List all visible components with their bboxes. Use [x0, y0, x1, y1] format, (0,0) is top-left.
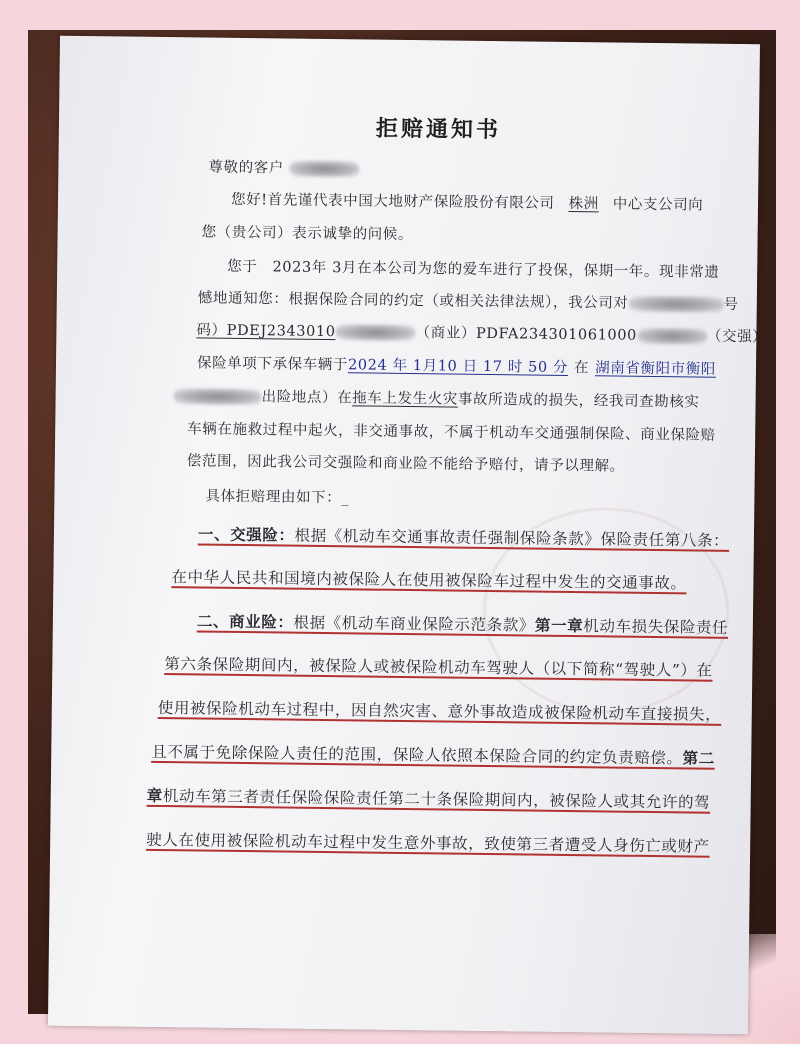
accident-datetime: 2024 年 1月10 日 17 时 50 分: [347, 357, 569, 376]
redacted-location-detail: [174, 388, 262, 405]
reason-2-line-4-text: 且不属于免除保险人责任的范围，保险人依照本保险合同的约定负责赔偿。: [151, 742, 683, 768]
p2-text-e2: 事故所造成的损失，经我司查勘核实: [457, 391, 700, 411]
paragraph-2-line-5: [174, 384, 700, 411]
p2-text-c3: （交强），: [706, 328, 776, 346]
p2-text-d1: 保险单项下承保车辆于: [196, 355, 349, 374]
redacted-customer-name: [289, 161, 359, 178]
paragraph-2-line-2: [198, 286, 739, 314]
p1-text-a: 您好!首先谨代表中国大地财产保险股份有限公司: [230, 191, 555, 212]
p2-text-e1: 出险地点）在: [261, 389, 353, 407]
reason-2-chapter-2-part: 第二: [682, 748, 715, 768]
paragraph-2-line-6: 车辆在施救过程中起火，非交通事故，不属于机动车交通强制保险、商业保险赔: [187, 421, 716, 444]
p1-text-b: 中心支公司向: [612, 196, 704, 214]
paragraph-1-line-2: 您（贵公司）表示诚挚的问候。: [201, 224, 414, 244]
reason-2-text: 根据《机动车商业保险示范条款》: [293, 613, 536, 635]
reason-2-line-4: [151, 740, 715, 769]
paragraph-2-line-1: 您于 2023年 3月在本公司为您的爱车进行了投保，保期一年。现非常遗: [227, 258, 720, 281]
compulsory-policy-number-partial: （商业）PDFA234301061000: [415, 325, 638, 344]
reason-2-line-3: 使用被保险机动车过程中，因自然灾害、意外事故造成被保险机动车直接损失，: [157, 698, 722, 724]
redacted-policy-holder: [628, 296, 723, 313]
rejection-reasons-heading: 具体拒赔理由如下：_: [205, 488, 350, 507]
document-title: 拒赔通知书: [375, 115, 502, 144]
reason-1-line-2: 在中华人民共和国境内被保险人在使用被保险车过程中发生的交通事故。: [171, 568, 687, 593]
commercial-policy-number-partial: 码）PDEJ2343010: [196, 322, 336, 341]
reason-2-line-2: 第六条保险期间内，被保险人或被保险机动车驾驶人（以下简称“驾驶人”）在: [164, 655, 713, 680]
p2-text-b: 憾地通知您：根据保险合同的约定（或相关法律法规），我公司对: [197, 290, 629, 312]
accident-cause: 拖车上发生火灾: [352, 390, 459, 408]
reason-1-text: 根据《机动车交通事故责任强制保险条款》保险责任第八条：: [294, 526, 730, 550]
reason-2-text-2: 机动车损失保险责任: [583, 617, 729, 637]
p2-text-b-end: 号: [723, 296, 739, 314]
paragraph-2-line-7: 偿范围，因此我公司交强险和商业险不能给予赔付，请予以理解。: [186, 453, 625, 475]
p2-text-d2: 在: [573, 360, 590, 377]
redacted-policy-number-1: [335, 324, 415, 341]
greeting-label: 尊敬的客户: [208, 159, 285, 177]
paragraph-1-line-1: [231, 188, 704, 215]
reason-2-line-5: [147, 784, 711, 813]
rejection-notice-document: [48, 36, 776, 1034]
reason-2-label: 二、商业险：: [196, 611, 294, 632]
reason-2-line-6: 驶人在使用被保险机动车过程中发生意外事故，致使第三者遭受人身伤亡或财产: [146, 830, 710, 856]
greeting-line: [208, 156, 359, 179]
redacted-policy-number-2: [637, 328, 707, 345]
reason-2-chapter-1: 第一章: [534, 615, 584, 636]
paragraph-2-line-3: [196, 318, 775, 346]
paragraph-2-line-4: [197, 351, 716, 378]
accident-location: 湖南省衡阳市衡阳: [595, 360, 717, 378]
reason-1-label: 一、交强险：: [197, 524, 295, 545]
reason-2-line-5-text: 机动车第三者责任保险保险责任第二十条保险期间内，被保险人或其允许的驾: [162, 787, 711, 812]
p1-branch-city: 株洲: [568, 195, 599, 213]
reason-2-chapter-2-end: 章: [146, 785, 163, 806]
